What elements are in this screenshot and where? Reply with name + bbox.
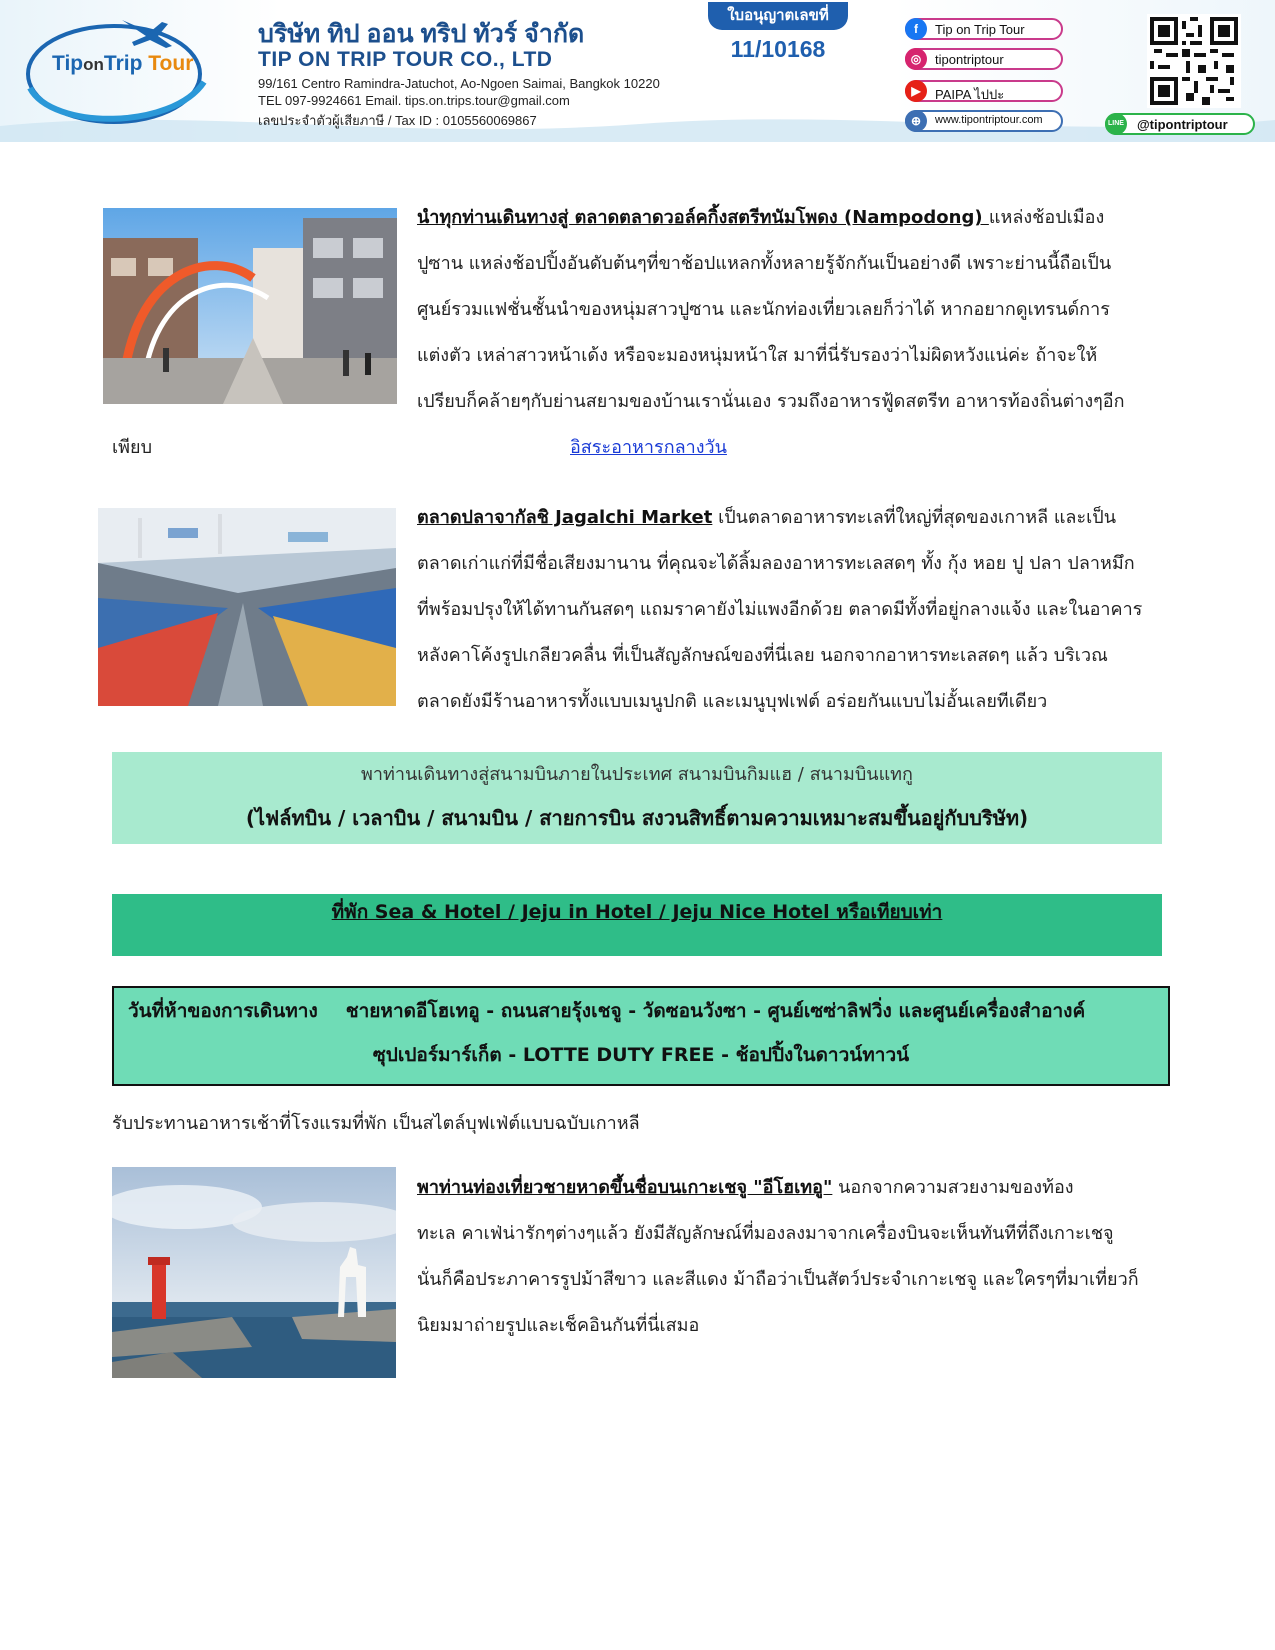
flight-disclaimer: (ไฟล์ทบิน / เวลาบิน / สนามบิน / สายการบิน สงวนสิทธิ์ตามความเหมาะสมขึ้นอยู่กับบริษัท)	[112, 798, 1162, 844]
free-lunch-link[interactable]: อิสระอาหารกลางวัน	[570, 437, 727, 458]
day-five-itinerary-line2: ซุปเปอร์มาร์เก็ต - LOTTE DUTY FREE - ช้อปปิ้งในดาวน์ทาวน์	[372, 1044, 910, 1066]
youtube-label: PAIPA ไปปะ	[935, 87, 1005, 102]
jagalchi-market-photo	[98, 508, 396, 706]
hotel-names: ที่พัก Sea & Hotel / Jeju in Hotel / Jeju Nice Hotel หรือเทียบเท่า	[331, 901, 943, 923]
airport-transfer-note: พาท่านเดินทางสู่สนามบินภายในประเทศ สนามบินกิมแฮ / สนามบินแทกู	[112, 752, 1162, 798]
day-five-label: วันที่ห้าของการเดินทาง	[128, 1000, 318, 1022]
instagram-link[interactable]	[905, 48, 1063, 70]
line-label: @tipontriptour	[1137, 117, 1228, 132]
youtube-link[interactable]	[905, 80, 1063, 102]
company-address: 99/161 Centro Ramindra-Jatuchot, Ao-Ngoen Saimai, Bangkok 10220	[258, 76, 660, 91]
nampodong-title: นำทุกท่านเดินทางสู่ ตลาดตลาดวอล์คกิ้งสตรีทนัมโพดง (Nampodong)	[417, 207, 989, 228]
website-link[interactable]	[905, 110, 1063, 132]
line-link[interactable]	[1105, 113, 1255, 135]
logo-wordmark: TiponTrip Tour	[52, 52, 194, 75]
jagalchi-description: ตลาดปลาจากัลชิ Jagalchi Market เป็นตลาดอาหารทะเลที่ใหญ่ที่สุดของเกาหลี และเป็น ตลาดเก่าแก่ที่มีชื่อเสียงมานาน ที่คุณจะได้ลิ้มลองอาหารทะเลสดๆ ทั้ง กุ้ง หอย ปู ปลา ปลาหมึก ที่พร้อมปรุงให้ได้ทานกันสดๆ แถมราคายังไม่แพงอีกด้วย ตลาดมีทั้งที่อยู่กลางแจ้ง และในอาคาร หลังคาโค้งรูปเกลียวคลื่น ที่เป็นสัญลักษณ์ของที่นี่เลย นอกจากอาหารทะเลสดๆ แล้ว บริเวณ ตลาดยังมีร้านอาหารทั้งแบบเมนูปกติ และเมนูบุฟเฟต์ อร่อยกันแบบไม่อั้นเลยทีเดียว	[417, 507, 1143, 712]
facebook-label: Tip on Trip Tour	[935, 22, 1025, 37]
license-label: ใบอนุญาตเลขที่	[708, 2, 848, 30]
instagram-icon: ◎	[905, 48, 927, 70]
facebook-link[interactable]	[905, 18, 1063, 40]
breakfast-note: รับประทานอาหารเช้าที่โรงแรมที่พัก เป็นสไตล์บุฟเฟ่ต์แบบฉบับเกาหลี	[112, 1113, 640, 1134]
company-name-thai: บริษัท ทิป ออน ทริป ทัวร์ จำกัด	[258, 20, 585, 48]
website-label: www.tipontriptour.com	[935, 114, 1043, 126]
iho-tewoo-beach-photo	[112, 1167, 396, 1378]
qr-code	[1147, 14, 1241, 108]
facebook-icon: f	[905, 18, 927, 40]
day-five-header	[112, 986, 1170, 1086]
iho-tewoo-title: พาท่านท่องเที่ยวชายหาดขึ้นชื่อบนเกาะเชจู "อีโฮเทอู"	[417, 1177, 833, 1198]
nampodong-tail-text: เพียบ	[112, 437, 152, 458]
license-number: 11/10168	[730, 36, 826, 62]
nampodong-description: นำทุกท่านเดินทางสู่ ตลาดตลาดวอล์คกิ้งสตรีทนัมโพดง (Nampodong) แหล่งช้อปเมือง ปูซาน แหล่งช้อปปิ้งอันดับต้นๆที่ขาช้อปแหลกทั้งหลายรู้จักกันเป็นอย่างดี เพราะย่านนี้ถือเป็น ศูนย์รวมแฟชั่นชั้นนำของหนุ่มสาวปูซาน และนักท่องเที่ยวเลยก็ว่าได้ หากอยากดูเทรนด์การ แต่งตัว เหล่าสาวหน้าเด้ง หรือจะมองหนุ่มหน้าใส มาที่นี่รับรองว่าไม่ผิดหวังแน่ค่ะ ถ้าจะให้ เปรียบก็คล้ายๆกับย่านสยามของบ้านเรานั่นเอง รวมถึงอาหารฟู้ดสตรีท อาหารท้องถิ่นต่างๆอีก	[417, 207, 1125, 412]
company-logo	[22, 12, 212, 132]
letterhead	[0, 0, 1275, 142]
hotel-banner	[112, 894, 1162, 956]
iho-tewoo-description: พาท่านท่องเที่ยวชายหาดขึ้นชื่อบนเกาะเชจู "อีโฮเทอู" นอกจากความสวยงามของท้อง ทะเล คาเฟ่น่ารักๆต่างๆแล้ว ยังมีสัญลักษณ์ที่มองลงมาจากเครื่องบินจะเห็นทันทีที่ถึงเกาะเชจู นั่นก็คือประภาคารรูปม้าสีขาว และสีแดง ม้าถือว่าเป็นสัตว์ประจำเกาะเชจู และใครๆที่มาเที่ยวก็ นิยมมาถ่ายรูปและเช็คอินกันที่นี่เสมอ	[417, 1177, 1139, 1336]
instagram-label: tipontriptour	[935, 52, 1004, 67]
jagalchi-title: ตลาดปลาจากัลชิ Jagalchi Market	[417, 507, 713, 528]
company-name-english: TIP ON TRIP TOUR CO., LTD	[258, 48, 553, 71]
globe-icon: ⊕	[905, 110, 927, 132]
qr-code-icon	[1150, 17, 1238, 105]
line-icon: LINE	[1105, 113, 1127, 135]
nampodong-photo	[103, 208, 397, 404]
company-contact: TEL 097-9924661 Email. tips.on.trips.tour@gmail.com	[258, 93, 570, 108]
youtube-icon: ▶	[905, 80, 927, 102]
company-tax-id: เลขประจำตัวผู้เสียภาษี / Tax ID : 0105560069867	[258, 113, 537, 128]
day-five-itinerary-line1: ชายหาดอีโฮเทอู - ถนนสายรุ้งเชจู - วัดซอนวังซา - ศูนย์เซซ่าลิฟวิ่ง และศูนย์เครื่องสำอางค์	[345, 1000, 1086, 1022]
